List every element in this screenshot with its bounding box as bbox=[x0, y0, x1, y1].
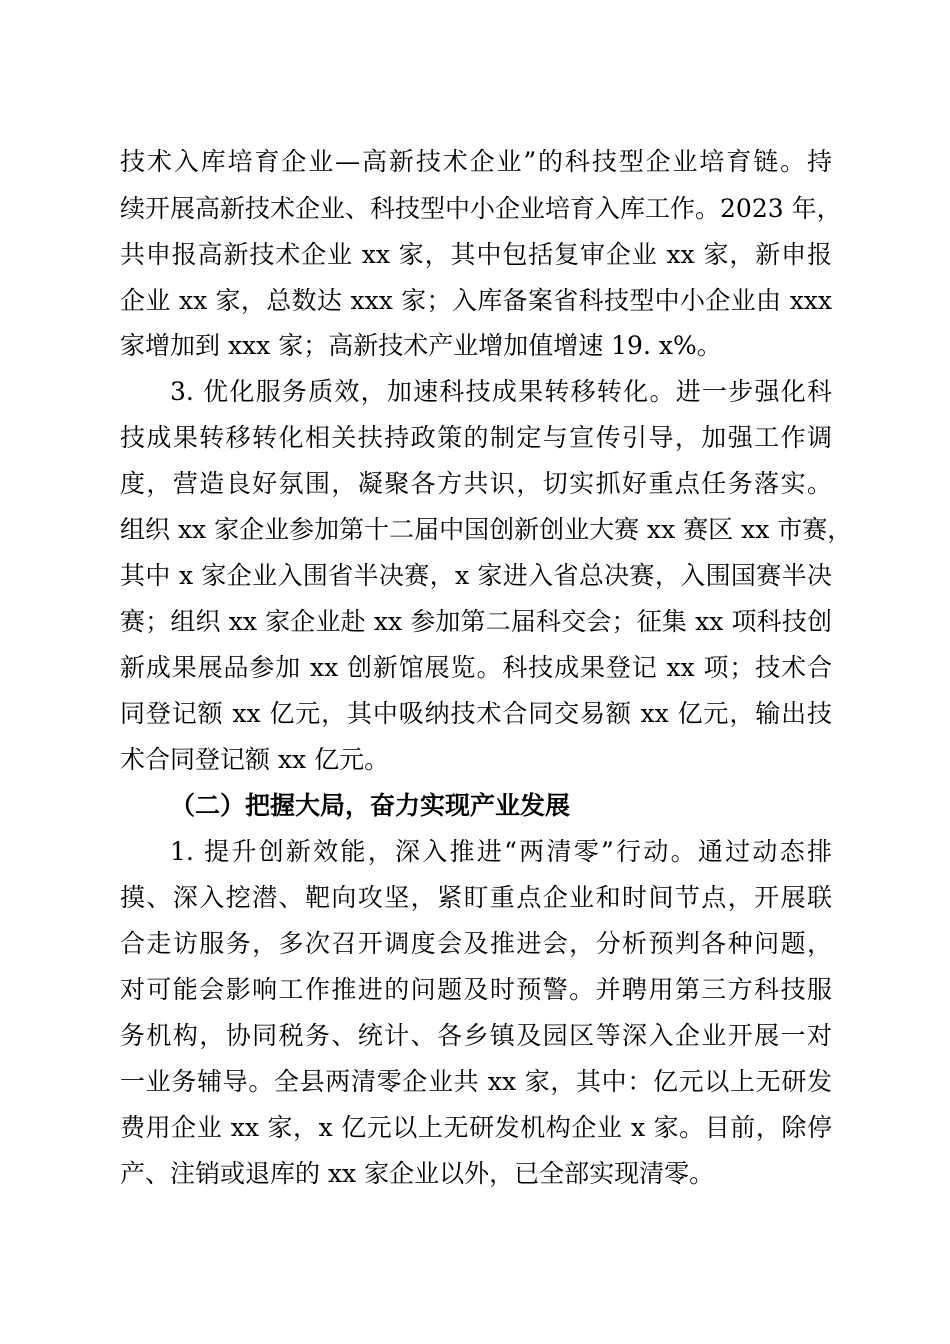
text-line: 摸、深入挖潜、靶向攻坚，紧盯重点企业和时间节点，开展联 bbox=[120, 883, 832, 912]
text-line: 企业 xx 家，总数达 xxx 家；入库备案省科技型中小企业由 xxx bbox=[120, 286, 832, 315]
text-line: 费用企业 xx 家，x 亿元以上无研发机构企业 x 家。目前，除停 bbox=[120, 1113, 832, 1142]
text-line: 合走访服务，多次召开调度会及推进会，分析预判各种问题， bbox=[120, 929, 832, 958]
text-line: 产、注销或退库的 xx 家企业以外，已全部实现清零。 bbox=[120, 1159, 715, 1188]
text-line: 同登记额 xx 亿元，其中吸纳技术合同交易额 xx 亿元，输出技 bbox=[120, 699, 832, 728]
text-line: 术合同登记额 xx 亿元。 bbox=[120, 745, 390, 774]
text-line: 其中 x 家企业入围省半决赛，x 家进入省总决赛，入围国赛半决 bbox=[120, 561, 832, 590]
section-heading: （二）把握大局，奋力实现产业发展 bbox=[170, 791, 571, 820]
text-line: 1. 提升创新效能，深入推进“两清零”行动。通过动态排 bbox=[170, 837, 832, 866]
text-line: 新成果展品参加 xx 创新馆展览。科技成果登记 xx 项；技术合 bbox=[120, 653, 832, 682]
text-line: 对可能会影响工作推进的问题及时预警。并聘用第三方科技服 bbox=[120, 975, 832, 1004]
text-line: 家增加到 xxx 家；高新技术产业增加值增速 19. x%。 bbox=[120, 331, 722, 360]
text-line: 度，营造良好氛围，凝聚各方共识，切实抓好重点任务落实。 bbox=[120, 469, 832, 498]
text-line: 3. 优化服务质效，加速科技成果转移转化。进一步强化科 bbox=[170, 377, 832, 406]
text-line: 共申报高新技术企业 xx 家，其中包括复审企业 xx 家，新申报 bbox=[120, 240, 832, 269]
text-line: 赛；组织 xx 家企业赴 xx 参加第二届科交会；征集 xx 项科技创 bbox=[120, 607, 832, 636]
text-line: 技术入库培育企业—高新技术企业”的科技型企业培育链。持 bbox=[120, 147, 832, 176]
text-line: 技成果转移转化相关扶持政策的制定与宣传引导，加强工作调 bbox=[120, 423, 832, 452]
text-line: 续开展高新技术企业、科技型中小企业培育入库工作。2023 年， bbox=[120, 194, 842, 223]
text-line: 务机构，协同税务、统计、各乡镇及园区等深入企业开展一对 bbox=[120, 1021, 832, 1050]
text-line: 一业务辅导。全县两清零企业共 xx 家，其中：亿元以上无研发 bbox=[120, 1067, 832, 1096]
text-line: 组织 xx 家企业参加第十二届中国创新创业大赛 xx 赛区 xx 市赛， bbox=[120, 515, 853, 544]
